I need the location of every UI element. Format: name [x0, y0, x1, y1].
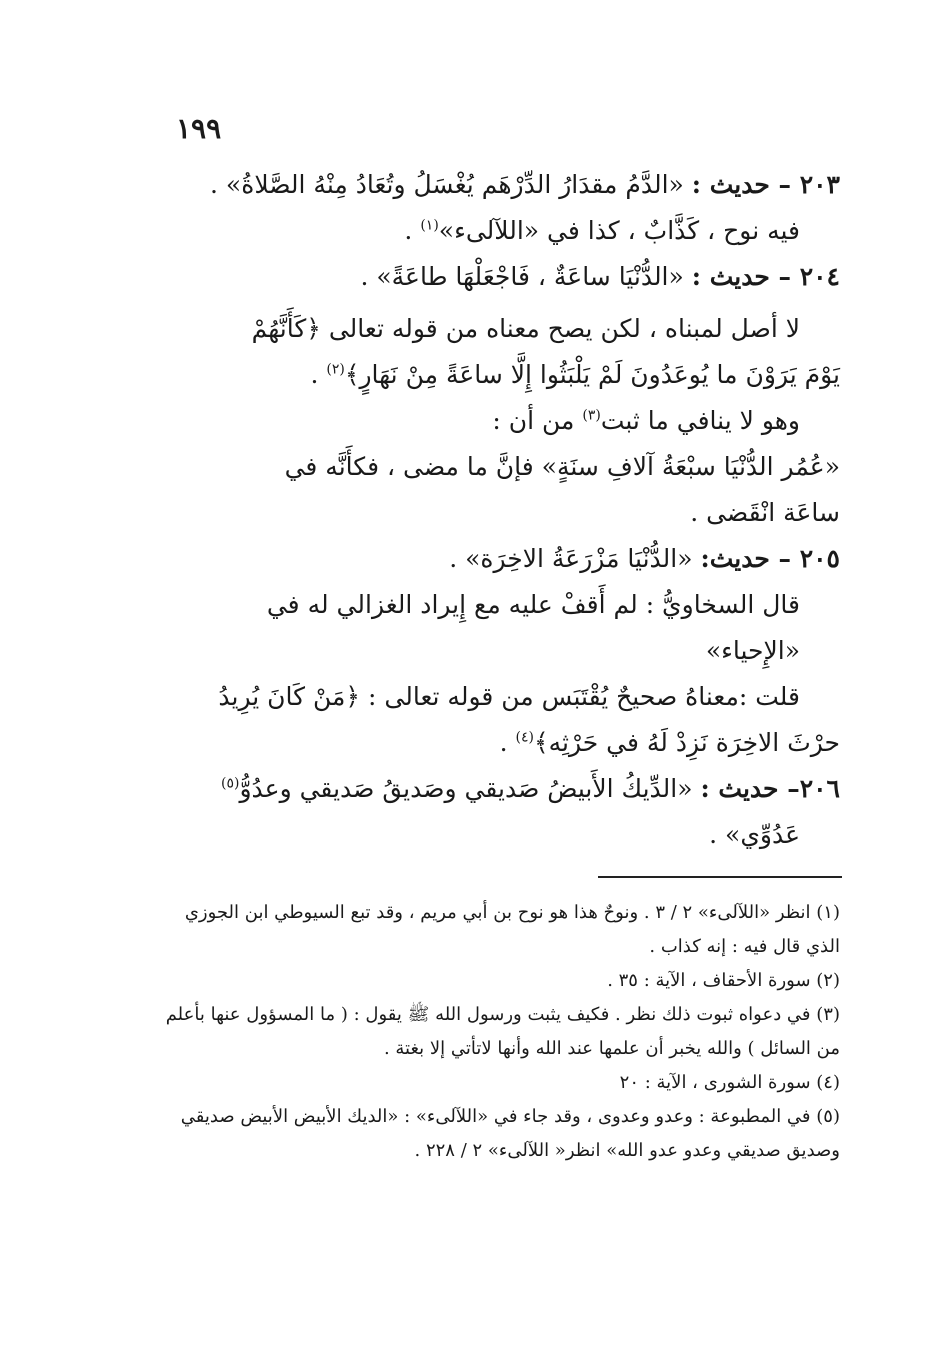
comment-text: فيه نوح ، كَذَّابٌ ، كذا في «اللآلىء» [438, 216, 800, 245]
comment-line [168, 490, 840, 536]
hadith-number-206: ٢٠٦– حديث : [700, 774, 840, 803]
comment-line [168, 208, 840, 254]
comment-tail: . [404, 216, 421, 245]
footnote-divider [598, 876, 842, 878]
comment-line [168, 812, 840, 858]
hadith-205 [168, 536, 840, 582]
comment-text: وهو لا ينافي ما ثبت [600, 406, 800, 435]
comment-line [168, 306, 840, 352]
page-number: ١٩٩ [176, 112, 222, 145]
comment-line [168, 720, 840, 766]
hadith-206 [168, 766, 840, 812]
footnotes [160, 896, 840, 1168]
footnote-5: (٥) في المطبوعة : وعدو وعدوى ، وقد جاء في «اللآلىء» : «الديك الأبيض الأبيض صديقي وصديق صديقي وعدو عدو الله» انظر« اللآلىء» ٢ / ٢٢٨ . [180, 1106, 840, 1161]
hadith-number-205: ٢٠٥ – حديث: [700, 544, 840, 573]
comment-tail: . [310, 360, 327, 389]
comment-line [168, 352, 840, 398]
comment-text: «عُمُر الدُّنْيَا سبْعَةُ آلافِ سنَةٍ» فإنَّ ما مضى ، فكأَنَّه في [284, 452, 840, 481]
footnote-1: (١) انظر «اللآلىء» ٢ / ٣ . ونوحٌ هذا هو نوح بن أبي مريم ، وقد تبع السيوطي ابن الجوزي الذي قال فيه : إنه كذاب . [184, 902, 840, 957]
hadith-number-203: ٢٠٣ – حديث : [691, 170, 840, 199]
comment-text: عَدُوِّي» . [709, 820, 800, 849]
footnote-ref: (١) [420, 217, 439, 234]
comment-text: حرْثَ الاخِرَة نَزِدْ لَهُ في حَرْثِه﴾ [533, 728, 840, 757]
comment-text: ساعَة انْقَضى . [690, 498, 840, 527]
comment-line [168, 398, 840, 444]
hadith-number-204: ٢٠٤ – حديث : [691, 262, 840, 291]
footnote-ref: (٤) [515, 729, 534, 746]
hadith-203 [168, 162, 840, 208]
hadith-text-203: «الدَّمُ مقدَارُ الدِّرْهَم يُغْسَلُ وتُعَادُ مِنْهُ الصَّلاةُ» . [210, 170, 684, 199]
hadith-text-204: «الدُّنْيَا ساعَةٌ ، فَاجْعَلْهَا طاعَةً» . [360, 262, 684, 291]
footnote-3: (٣) في دعواه ثبوت ذلك نظر . فكيف يثبت ورسول الله ﷺ يقول : ( ما المسؤول عنها بأعلم من السائل ) والله يخبر أن علمها عند الله وأنها لاتأتي إلا بغتة . [165, 1004, 840, 1059]
comment-line [168, 582, 840, 674]
comment-line [168, 444, 840, 490]
comment-text: يَوْمَ يَرَوْنَ ما يُوعَدُونَ لَمْ يَلْبَثُوا إِلَّا ساعَةً مِنْ نَهَارٍ﴾ [344, 360, 840, 389]
comment-text: لا أصل لمبناه ، لكن يصح معناه من قوله تعالى ﴿كَأَنَّهُمْ [251, 314, 800, 343]
comment-line [168, 674, 840, 720]
comment-tail: من أن : [492, 406, 583, 435]
footnote-2: (٢) سورة الأحقاف ، الآية : ٣٥ . [607, 970, 840, 991]
comment-tail: . [499, 728, 516, 757]
hadith-text-206: «الدِّيكُ الأَبيضُ صَديقي وصَديقُ صَديقي وعدُوُّ [239, 774, 693, 803]
comment-text: قلت :معناهُ صحيحٌ يُقْتَبَس من قوله تعالى : ﴿مَنْ كَانَ يُرِيدُ [218, 682, 800, 711]
footnote-ref: (٢) [326, 361, 345, 378]
main-text [168, 162, 840, 858]
footnote-ref: (٣) [582, 407, 601, 424]
hadith-204 [168, 254, 840, 300]
footnote-4: (٤) سورة الشورى ، الآية : ٢٠ [619, 1072, 840, 1093]
comment-text: قال السخاويُّ : لم أَقفْ عليه مع إِيراد الغزالي له في «الإِحياء» [266, 590, 800, 665]
footnote-ref: (٥) [220, 775, 240, 792]
hadith-text-205: «الدُّنْيَا مَزْرَعَةُ الاخِرَة» . [449, 544, 693, 573]
